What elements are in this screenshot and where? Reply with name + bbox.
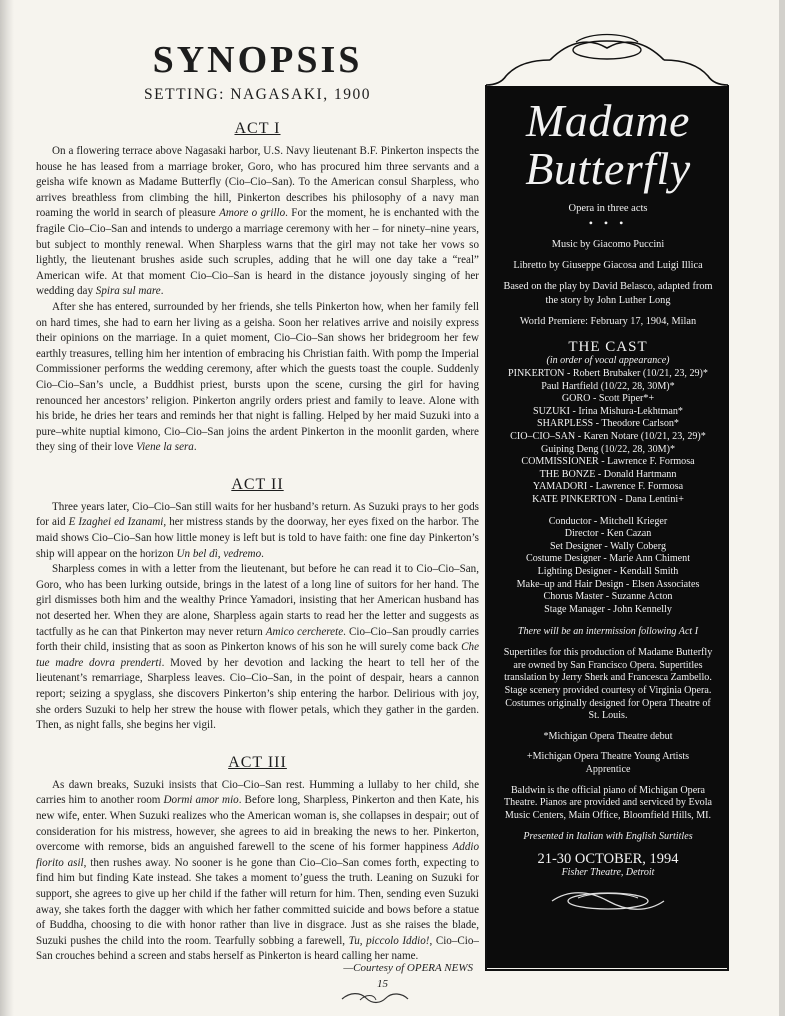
act-3-paragraph: As dawn breaks, Suzuki insists that Cio–Cio–San rest. Humming a lullaby to her child, she carries him to another room Dormi amor mio. Before long, Sharpless, Pinkerton and then Kate, his new wife, enter. When Suzuki realizes who the American woman is, she collapses in despair; out of consideration for his mistress, however, she agrees to aid in breaking the news to her. Pinkerton, overcome with remorse, bids an anguished farewell to the scene of his former happiness Addio fiorito asil, then rushes away. No sooner is he gone than Cio–Cio–San comes forth, expecting to find him but finding Kate instead. She takes a moment to’guess the truth. Leaning on Suzuki for support, she agrees to give up her child if the father will return for him. Then, sending even Suzuki away, she takes forth the dagger with which her father committed suicide and bows before a statue of Buddha, choosing to die with honor rather than live in disgrace. Just as she raises the blade, Suzuki pushes the child into the room. Tearfully sobbing a farewell, Tu, piccolo Iddio!, Cio–Cio–San crouches behind a screen and stabs herself as Pinkerton is heard calling her name. — [36, 778, 480, 963]
opera-title-line1: Madame — [526, 95, 690, 146]
cast-entry: KATE PINKERTON - Dana Lentini+ — [532, 493, 684, 505]
synopsis-setting: SETTING: NAGASAKI, 1900 — [144, 86, 371, 103]
debut-note: *Michigan Opera Theatre debut — [543, 730, 673, 742]
synopsis-title: SYNOPSIS — [152, 39, 363, 81]
cast-entry: Guiping Deng (10/22, 28, 30M)* — [540, 443, 675, 455]
staff-entry: Costume Designer - Marie Ann Chiment — [526, 553, 690, 565]
supertitles-note: Supertitles for this production of Madame Butterfly are owned by San Francisco Opera. Supertitles translation by Jerry Sherk and Francesca Zambello. Stage scenery provided courtesy of Virginia Opera. Costumes originally designed for Opera Theatre of St. Louis. — [503, 647, 713, 722]
piano-note: Baldwin is the official piano of Michigan Opera Theatre. Pianos are provided and serviced by Evola Music Centers, Main Office, Bloomfield Hills, MI. — [504, 784, 712, 821]
performance-dates: 21-30 OCTOBER, 1994 — [537, 851, 679, 868]
apprentice-note: +Michigan Opera Theatre Young Artists Apprentice — [526, 751, 690, 776]
staff-entry: Conductor - Mitchell Krieger — [548, 515, 668, 527]
cast-entry: COMMISSIONER - Lawrence F. Formosa — [521, 456, 695, 468]
cast-entry: CIO–CIO–SAN - Karen Notare (10/21, 23, 29)* — [510, 430, 706, 442]
synopsis-credit: —Courtesy of OPERA NEWS — [343, 962, 473, 974]
opera-subtitle: Opera in three acts — [568, 203, 648, 214]
presented-note: Presented in Italian with English Surtitles — [523, 831, 693, 843]
act-1-heading: ACT I — [234, 120, 281, 137]
intermission-note: There will be an intermission following Act I — [517, 626, 699, 638]
opera-title-line2: Butterfly — [525, 143, 691, 194]
ornament-flourish-icon — [340, 990, 410, 1006]
cast-entry: GORO - Scott Piper*+ — [561, 393, 655, 405]
cast-entry: SHARPLESS - Theodore Carlson* — [537, 418, 679, 430]
page-binding-shadow — [0, 0, 14, 1016]
cast-subheading: (in order of vocal appearance) — [546, 355, 670, 366]
act-3-heading: ACT III — [228, 753, 287, 771]
act-2-paragraph: Sharpless comes in with a letter from the lieutenant, but before he can read it to Cio–Cio–San, Goro, who has been lurking outside, brings in the latest of a long line of suitors for her hand. The girl dismisses both him and the wealthy Prince Yamadori, insisting that her American husband has not deserted her. When they are alone, Sharpless again starts to read her the letter and suggests as tactfully as he can that Pinkerton may never return Amico cercherete. Cio–Cio–San proudly carries forth their child, insisting that as soon as Pinkerton knows of his son he will surely come back Che tue madre dovra prenderti. Moved by her devotion and lacking the heart to tell her of the lieutenant’s remarriage, Sharpless leaves. Cio–Cio–San, in the point of despair, hears a cannon report; seizing a spyglass, she discovers Pinkerton’s ship entering the harbor. Delirious with joy, she orders Suzuki to help her strew the house with flower petals, which they gather in the garden. Then, as night falls, she begins her vigil. — [36, 563, 479, 732]
program-panel — [487, 86, 729, 968]
cast-entry: Paul Hartfield (10/22, 28, 30M)* — [541, 380, 675, 392]
staff-entry: Director - Ken Cazan — [564, 528, 652, 540]
synopsis-column — [36, 40, 479, 965]
credit-source: Based on the play by David Belasco, adapted from the story by John Luther Long — [503, 281, 713, 306]
cast-entry: PINKERTON - Robert Brubaker (10/21, 23, 29)* — [508, 368, 708, 379]
staff-entry: Stage Manager - John Kennelly — [544, 603, 672, 615]
venue: Fisher Theatre, Detroit — [561, 867, 655, 879]
act-1-paragraph: On a flowering terrace above Nagasaki harbor, U.S. Navy lieutenant B.F. Pinkerton inspects the house he has leased from a marriage broker, Goro, who has procured him three servants and a geisha wife known as Madame Butterfly (Cio–Cio–San). To the American consul Sharpless, who arrives breathless from climbing the hill, Pinkerton describes his philosophy of a navy man roaming the world in search of pleasure Amore o grillo. For the moment, he is enchanted with the fragile Cio–Cio–San and intends to undergo a marriage ceremony with her – for ninety–nine years, but subject to monthly renewal. When Sharpless warns that the girl may not take her vows so lightly, the lieutenant brushes aside such scruples, adding that he will one day take a “real” American wife. At that moment Cio–Cio–San is heard in the distance joyously singing of her wedding day Spira sul mare. — [36, 145, 480, 298]
cast-entry: THE BONZE - Donald Hartmann — [539, 468, 677, 480]
act-1-paragraph: After she has entered, surrounded by her friends, she tells Pinkerton how, when her family fell on hard times, she had to earn her living as a geisha. Soon her relatives arrive and noisily express their opinions on the marriage. In a quiet moment, Cio–Cio–San shows her bridegroom her few earthly treasures, telling him her intention of embracing his Christian faith. With pomp the Imperial Commissioner performs the wedding ceremony, after which the guests toast the couple. Suddenly Cio–Cio–San’s uncle, a Buddhist priest, bursts upon the scene, cursing the girl for having renounced her ancestors’ religion. Pinkerton angrily orders priest and family to leave. Alone with his bride, he dries her tears and reminds her that night is falling. Helped by her maid Suzuki into a pure–white nuptial kimono, Cio–Cio–San joins the ardent Pinkerton in the moonlit garden, where they sing of their love Viene la sera. — [36, 300, 479, 454]
act-2-heading: ACT II — [231, 475, 284, 493]
staff-entry: Set Designer - Wally Coberg — [550, 540, 666, 552]
staff-entry: Make–up and Hair Design - Elsen Associates — [516, 578, 700, 590]
credit-music: Music by Giacomo Puccini — [551, 239, 665, 250]
page-edge — [779, 0, 785, 1016]
cast-heading: THE CAST — [568, 339, 648, 355]
page-number: 15 — [377, 978, 388, 990]
act-2-paragraph: Three years later, Cio–Cio–San still waits for her husband’s return. As Suzuki prays to her gods for aid E Izaghei ed Izanami, her mistress stands by the doorway, her eyes fixed on the harbor. The maid shows Cio–Cio–San how little money is left but is told to have faith: one fine day Pinkerton’s ship will appear on the horizon Un bel dì, vedremo. — [36, 500, 479, 560]
separator-dots: • • • — [588, 216, 628, 230]
cast-entry: YAMADORI - Lawrence F. Formosa — [532, 481, 684, 493]
cast-entry: SUZUKI - Irina Mishura-Lekhtman* — [533, 405, 683, 417]
credit-libretto: Libretto by Giuseppe Giacosa and Luigi Illica — [513, 260, 703, 271]
bottom-ornament-icon — [548, 888, 668, 914]
credit-premiere: World Premiere: February 17, 1904, Milan — [519, 316, 697, 327]
staff-entry: Lighting Designer - Kendall Smith — [537, 565, 679, 577]
staff-entry: Chorus Master - Suzanne Acton — [543, 591, 673, 603]
